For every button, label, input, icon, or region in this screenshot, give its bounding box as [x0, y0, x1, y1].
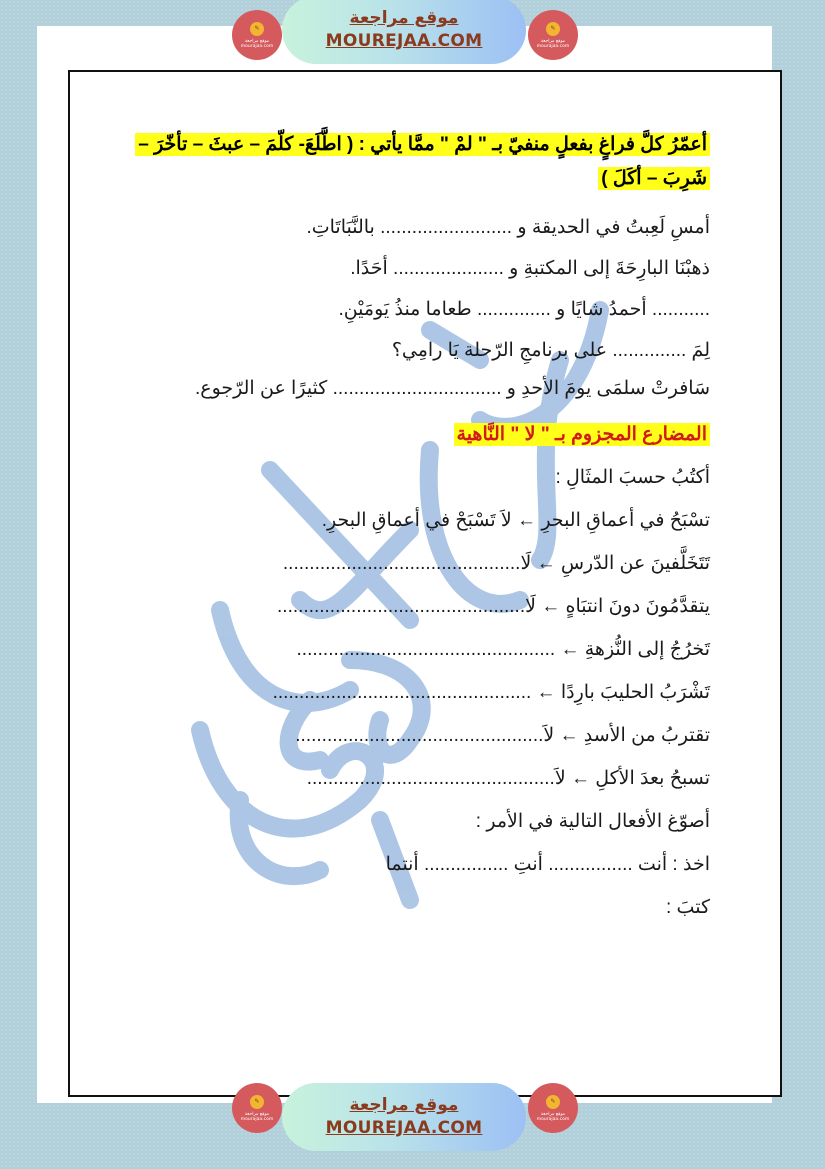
site-domain-link[interactable]: MOUREJAA.COM	[325, 1118, 483, 1138]
site-arabic-name: موقع مراجعة	[349, 8, 459, 28]
exercise1-sentence: لِمَ .............. على برنامجِ الرّحلة يَا رامِي؟	[391, 340, 710, 361]
exercise1-sentence: أمسِ لَعِبتُ في الحديقة و ......................... بالنَّبَاتَاتِ.	[306, 217, 710, 238]
badge-caption: موقع مراجعة mourajaa.com	[536, 38, 570, 49]
site-badge-right-bottom[interactable]	[528, 1083, 578, 1133]
book-logo-icon: ✎	[546, 22, 560, 36]
exercise3-row: اخذ : أنت ................ أنتِ ................ أنتما	[385, 854, 710, 875]
worksheet-content	[130, 120, 710, 919]
exercise2-item: تَتَخَلَّفينَ عن الدّرسِ ← لَا.............................................	[282, 553, 710, 574]
exercise1-sentence: ........... أحمدُ شايًا و .............. طعاما منذُ يَومَيْنِ.	[338, 299, 710, 320]
book-logo-icon: ✎	[250, 22, 264, 36]
exercise2-example: تسْبَحُ في أعماقِ البحرِ ← لاَ تَسْبَحْ في أعماقِ البحرِ.	[321, 510, 710, 531]
exercise1-instruction: أعمّرُ كلَّ فراغٍ بفعلٍ منفيّ بـ " لمْ " ممَّا يأتي : ( اطَّلَعَ- كلّمَ – عبثَ – تأخّرَ – شَرِبَ – أكَلَ )	[135, 133, 710, 190]
exercise3-row: كتبَ :	[666, 897, 710, 918]
exercise2-item: تقتربُ من الأسدِ ← لاَ...............................................	[295, 725, 710, 746]
badge-caption: موقع مراجعة mourajaa.com	[536, 1111, 570, 1122]
site-badge-right-top[interactable]	[528, 10, 578, 60]
site-badge-left-bottom[interactable]	[232, 1083, 282, 1133]
book-logo-icon: ✎	[250, 1095, 264, 1109]
exercise2-item: تَخرُجُ إلى النُّزهةِ ← .................................................	[296, 639, 710, 660]
site-badge-left-top[interactable]	[232, 10, 282, 60]
badge-caption: موقع مراجعة mourajaa.com	[240, 1111, 274, 1122]
badge-caption: موقع مراجعة mourajaa.com	[240, 38, 274, 49]
book-logo-icon: ✎	[546, 1095, 560, 1109]
exercise2-instruction: أكتُبُ حسبَ المثَالِ :	[555, 467, 710, 488]
site-banner-top[interactable]	[282, 0, 526, 64]
exercise1-sentence: ذهبْنَا البارِحَةَ إلى المكتبةِ و ..................... أحَدًا.	[350, 258, 710, 279]
exercise2-item: يتقدَّمُونَ دونَ انتبَاهٍ ← لَا...............................................	[277, 596, 710, 617]
exercise2-title: المضارع المجزوم بـ " لا " النَّاهية	[454, 423, 710, 446]
site-banner-bottom[interactable]	[282, 1083, 526, 1151]
exercise1-sentence: سَافرتْ سلمَى يومَ الأحدِ و ................................ كثيرًا عن الرّجوع.	[194, 378, 710, 399]
site-domain-link[interactable]: MOUREJAA.COM	[325, 31, 483, 51]
site-arabic-name: موقع مراجعة	[349, 1095, 459, 1115]
exercise3-instruction: أصوّغ الأفعال التالية في الأمر :	[475, 811, 710, 832]
exercise2-item: تَشْرَبُ الحليبَ بارِدًا ← .................................................	[272, 682, 710, 703]
exercise2-item: تسبحُ بعدَ الأكلِ ← لاَ...............................................	[306, 768, 710, 789]
